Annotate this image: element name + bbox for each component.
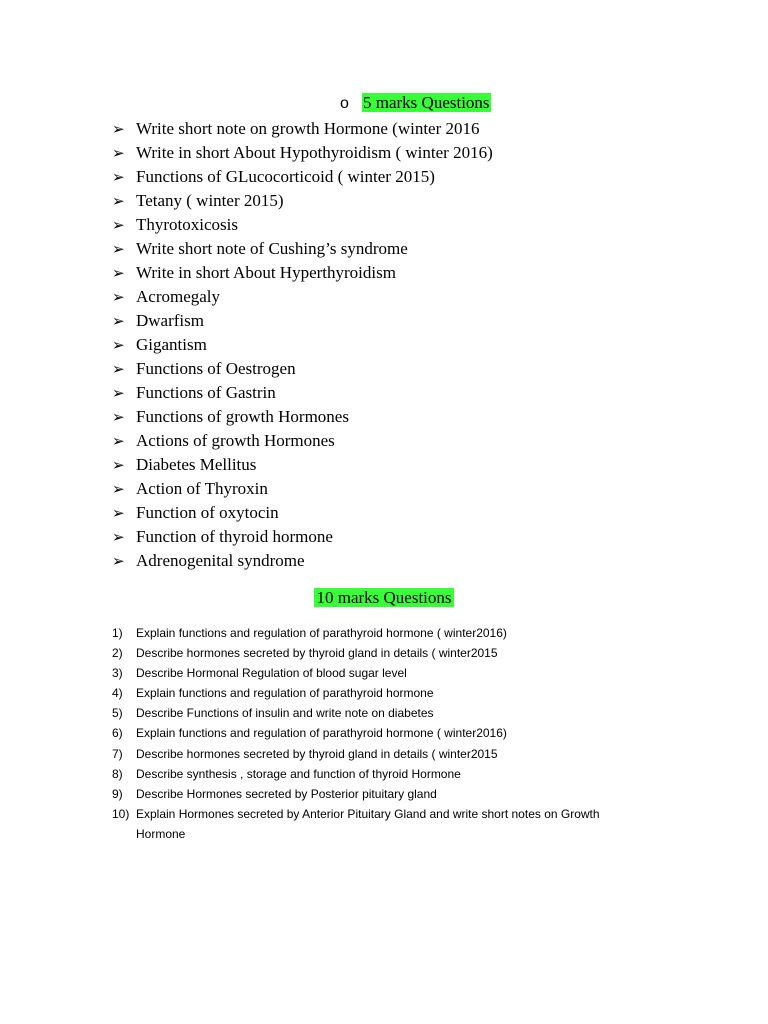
arrow-bullet-icon: ➢ bbox=[112, 528, 125, 546]
circle-bullet-icon: o bbox=[340, 95, 349, 112]
item-number: 1) bbox=[112, 626, 123, 640]
list-item: ➢ Action of Thyroxin bbox=[112, 477, 493, 501]
numbered-item bbox=[112, 723, 652, 743]
five-marks-heading bbox=[340, 92, 491, 115]
numbered-item bbox=[112, 703, 652, 723]
arrow-bullet-icon: ➢ bbox=[112, 384, 125, 402]
list-item: ➢ Function of oxytocin bbox=[112, 501, 493, 525]
arrow-bullet-icon: ➢ bbox=[112, 168, 125, 186]
item-text: Explain functions and regulation of parathyroid hormone bbox=[136, 686, 434, 701]
arrow-bullet-icon: ➢ bbox=[112, 360, 125, 378]
arrow-bullet-icon: ➢ bbox=[112, 216, 125, 234]
arrow-bullet-icon: ➢ bbox=[112, 408, 125, 426]
list-item: ➢ Acromegaly bbox=[112, 285, 493, 309]
list-item: ➢ Tetany ( winter 2015) bbox=[112, 189, 493, 213]
arrow-bullet-icon: ➢ bbox=[112, 240, 125, 258]
numbered-item bbox=[112, 683, 652, 703]
ten-marks-heading-text: 10 marks Questions bbox=[316, 588, 452, 607]
item-number: 4) bbox=[112, 686, 123, 701]
list-item: ➢ Function of thyroid hormone bbox=[112, 525, 493, 549]
list-item: ➢ Dwarfism bbox=[112, 309, 493, 333]
item-number: 7) bbox=[112, 746, 123, 761]
ten-marks-heading bbox=[0, 587, 768, 609]
numbered-item bbox=[112, 643, 652, 663]
arrow-bullet-icon: ➢ bbox=[112, 312, 125, 330]
arrow-bullet-icon: ➢ bbox=[112, 120, 125, 138]
item-number: 5) bbox=[112, 706, 123, 721]
list-item: ➢ Actions of growth Hormones bbox=[112, 429, 493, 453]
item-number: 8) bbox=[112, 766, 123, 781]
list-item: ➢ Diabetes Mellitus bbox=[112, 453, 493, 477]
item-number: 2) bbox=[112, 646, 123, 661]
list-item: ➢ Functions of Gastrin bbox=[112, 381, 493, 405]
five-marks-list bbox=[112, 117, 493, 573]
arrow-bullet-icon: ➢ bbox=[112, 288, 125, 306]
item-text: Explain functions and regulation of parathyroid hormone ( winter2016) bbox=[136, 726, 507, 741]
list-item: ➢ Adrenogenital syndrome bbox=[112, 549, 493, 573]
numbered-item bbox=[112, 663, 652, 683]
numbered-item bbox=[112, 744, 652, 764]
list-item: ➢ Gigantism bbox=[112, 333, 493, 357]
list-item: ➢ Functions of growth Hormones bbox=[112, 405, 493, 429]
list-item: ➢ Write in short About Hypothyroidism ( winter 2016) bbox=[112, 141, 493, 165]
arrow-bullet-icon: ➢ bbox=[112, 192, 125, 210]
item-text: Describe hormones secreted by thyroid gland in details ( winter2015 bbox=[136, 646, 498, 661]
item-number: 6) bbox=[112, 726, 123, 741]
list-item: ➢ Functions of GLucocorticoid ( winter 2015) bbox=[112, 165, 493, 189]
item-text: Describe Hormonal Regulation of blood sugar level bbox=[136, 666, 407, 681]
list-item: ➢ Thyrotoxicosis bbox=[112, 213, 493, 237]
arrow-bullet-icon: ➢ bbox=[112, 480, 125, 498]
item-text: Describe Hormones secreted by Posterior pituitary gland bbox=[136, 786, 437, 801]
list-item: ➢ Write in short About Hyperthyroidism bbox=[112, 261, 493, 285]
item-number: 10) bbox=[112, 806, 130, 821]
item-number: 9) bbox=[112, 786, 123, 801]
item-text: Describe Functions of insulin and write note on diabetes bbox=[136, 706, 434, 721]
item-text: Describe synthesis , storage and function of thyroid Hormone bbox=[136, 766, 461, 781]
item-text: Explain Hormones secreted by Anterior Pituitary Gland and write short notes on Growth Hormone bbox=[136, 806, 600, 841]
item-text: Explain functions and regulation of parathyroid hormone ( winter2016) bbox=[136, 626, 507, 640]
item-text: Describe hormones secreted by thyroid gland in details ( winter2015 bbox=[136, 746, 498, 761]
list-item: ➢ Functions of Oestrogen bbox=[112, 357, 493, 381]
arrow-bullet-icon: ➢ bbox=[112, 552, 125, 570]
arrow-bullet-icon: ➢ bbox=[112, 336, 125, 354]
arrow-bullet-icon: ➢ bbox=[112, 264, 125, 282]
ten-marks-list bbox=[112, 623, 652, 844]
numbered-item bbox=[112, 804, 652, 844]
numbered-item bbox=[112, 764, 652, 784]
numbered-item bbox=[112, 623, 652, 643]
arrow-bullet-icon: ➢ bbox=[112, 504, 125, 522]
item-number: 3) bbox=[112, 666, 123, 681]
arrow-bullet-icon: ➢ bbox=[112, 432, 125, 450]
five-marks-heading-text: 5 marks Questions bbox=[363, 93, 490, 112]
numbered-item bbox=[112, 784, 652, 804]
arrow-bullet-icon: ➢ bbox=[112, 456, 125, 474]
list-item: ➢ Write short note on growth Hormone (winter 2016 bbox=[112, 117, 493, 141]
list-item: ➢ Write short note of Cushing’s syndrome bbox=[112, 237, 493, 261]
arrow-bullet-icon: ➢ bbox=[112, 144, 125, 162]
